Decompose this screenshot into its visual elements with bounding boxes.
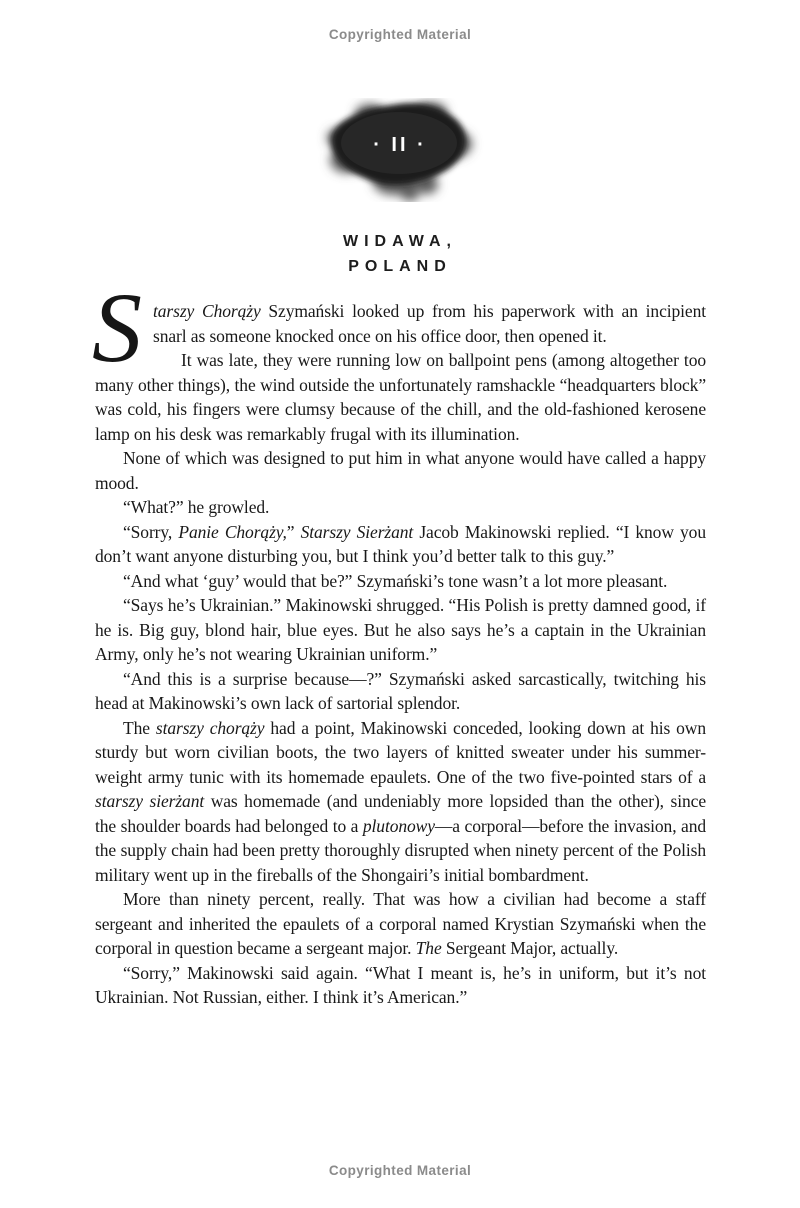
copyright-notice-bottom: Copyrighted Material — [328, 1163, 472, 1178]
paragraph: “Sorry,” Makinowski said again. “What I meant is, he’s in uniform, but it’s not Ukrainian. Not Russian, either. I think it’s American.” — [95, 962, 706, 1007]
chapter-number-label: · II · — [373, 134, 427, 156]
paragraph: “Sorry, Panie Chorąży,” Starszy Sierżant Jacob Makinowski replied. “I know you don’t want anyone disturbing you, but I think you’d better talk to this guy.” — [95, 521, 706, 566]
location-heading-line2: POLAND — [348, 258, 452, 275]
paragraph: tarszy Chorąży Szymański looked up from his paperwork with an incipient snarl as someone knocked once on his office door, then opened it. — [153, 301, 706, 346]
location-heading-line1: WIDAWA, — [343, 233, 457, 250]
drop-cap: S — [92, 272, 142, 383]
paragraph: More than ninety percent, really. That was how a civilian had become a staff sergeant and inherited the epaulets of a corporal named Krystian Szymański when the corporal in question became a sergeant major. The Sergeant Major, actually. — [95, 889, 706, 958]
paragraph: None of which was designed to put him in what anyone would have called a happy mood. — [95, 448, 706, 493]
copyright-notice-top: Copyrighted Material — [328, 27, 472, 42]
paragraph: “What?” he growled. — [123, 497, 270, 517]
opening-paragraph-group — [92, 272, 706, 446]
chapter-ornament — [0, 98, 800, 202]
paragraph: “Says he’s Ukrainian.” Makinowski shrugged. “His Polish is pretty damned good, if he is. Big guy, blond hair, blue eyes. But he also says he’s a captain in the Ukrainian Army, only he’s not wearing Ukrainian uniform.” — [95, 595, 706, 664]
paragraph: The starszy chorąży had a point, Makinowski conceded, looking down at his own sturdy but worn civilian boots, the two layers of knitted sweater under his summer-weight army tunic with its homemade epaulets. One of the two five-pointed stars of a starszy sierżant was homemade (and undeniably more lopsided than the other), since the shoulder boards had belonged to a plutonowy—a corporal—before the invasion, and the supply chain had been pretty thoroughly disrupted when ninety percent of the Polish military went up in the fireballs of the Shongairi’s initial bombardment. — [95, 717, 707, 885]
paragraph: “And this is a surprise because—?” Szymański asked sarcastically, twitching his head at Makinowski’s own lack of sartorial splendor. — [95, 668, 706, 713]
paragraph: “And what ‘guy’ would that be?” Szymański’s tone wasn’t a lot more pleasant. — [123, 570, 668, 591]
paragraph: It was late, they were running low on ballpoint pens (among altogether too many other things), the wind outside the unfortunately ramshackle “headquarters block” was cold, his fingers were clumsy because of the chill, and the old-fashioned kerosene lamp on his desk was remarkably frugal with its illumination. — [95, 350, 706, 444]
body-text — [92, 272, 707, 1010]
